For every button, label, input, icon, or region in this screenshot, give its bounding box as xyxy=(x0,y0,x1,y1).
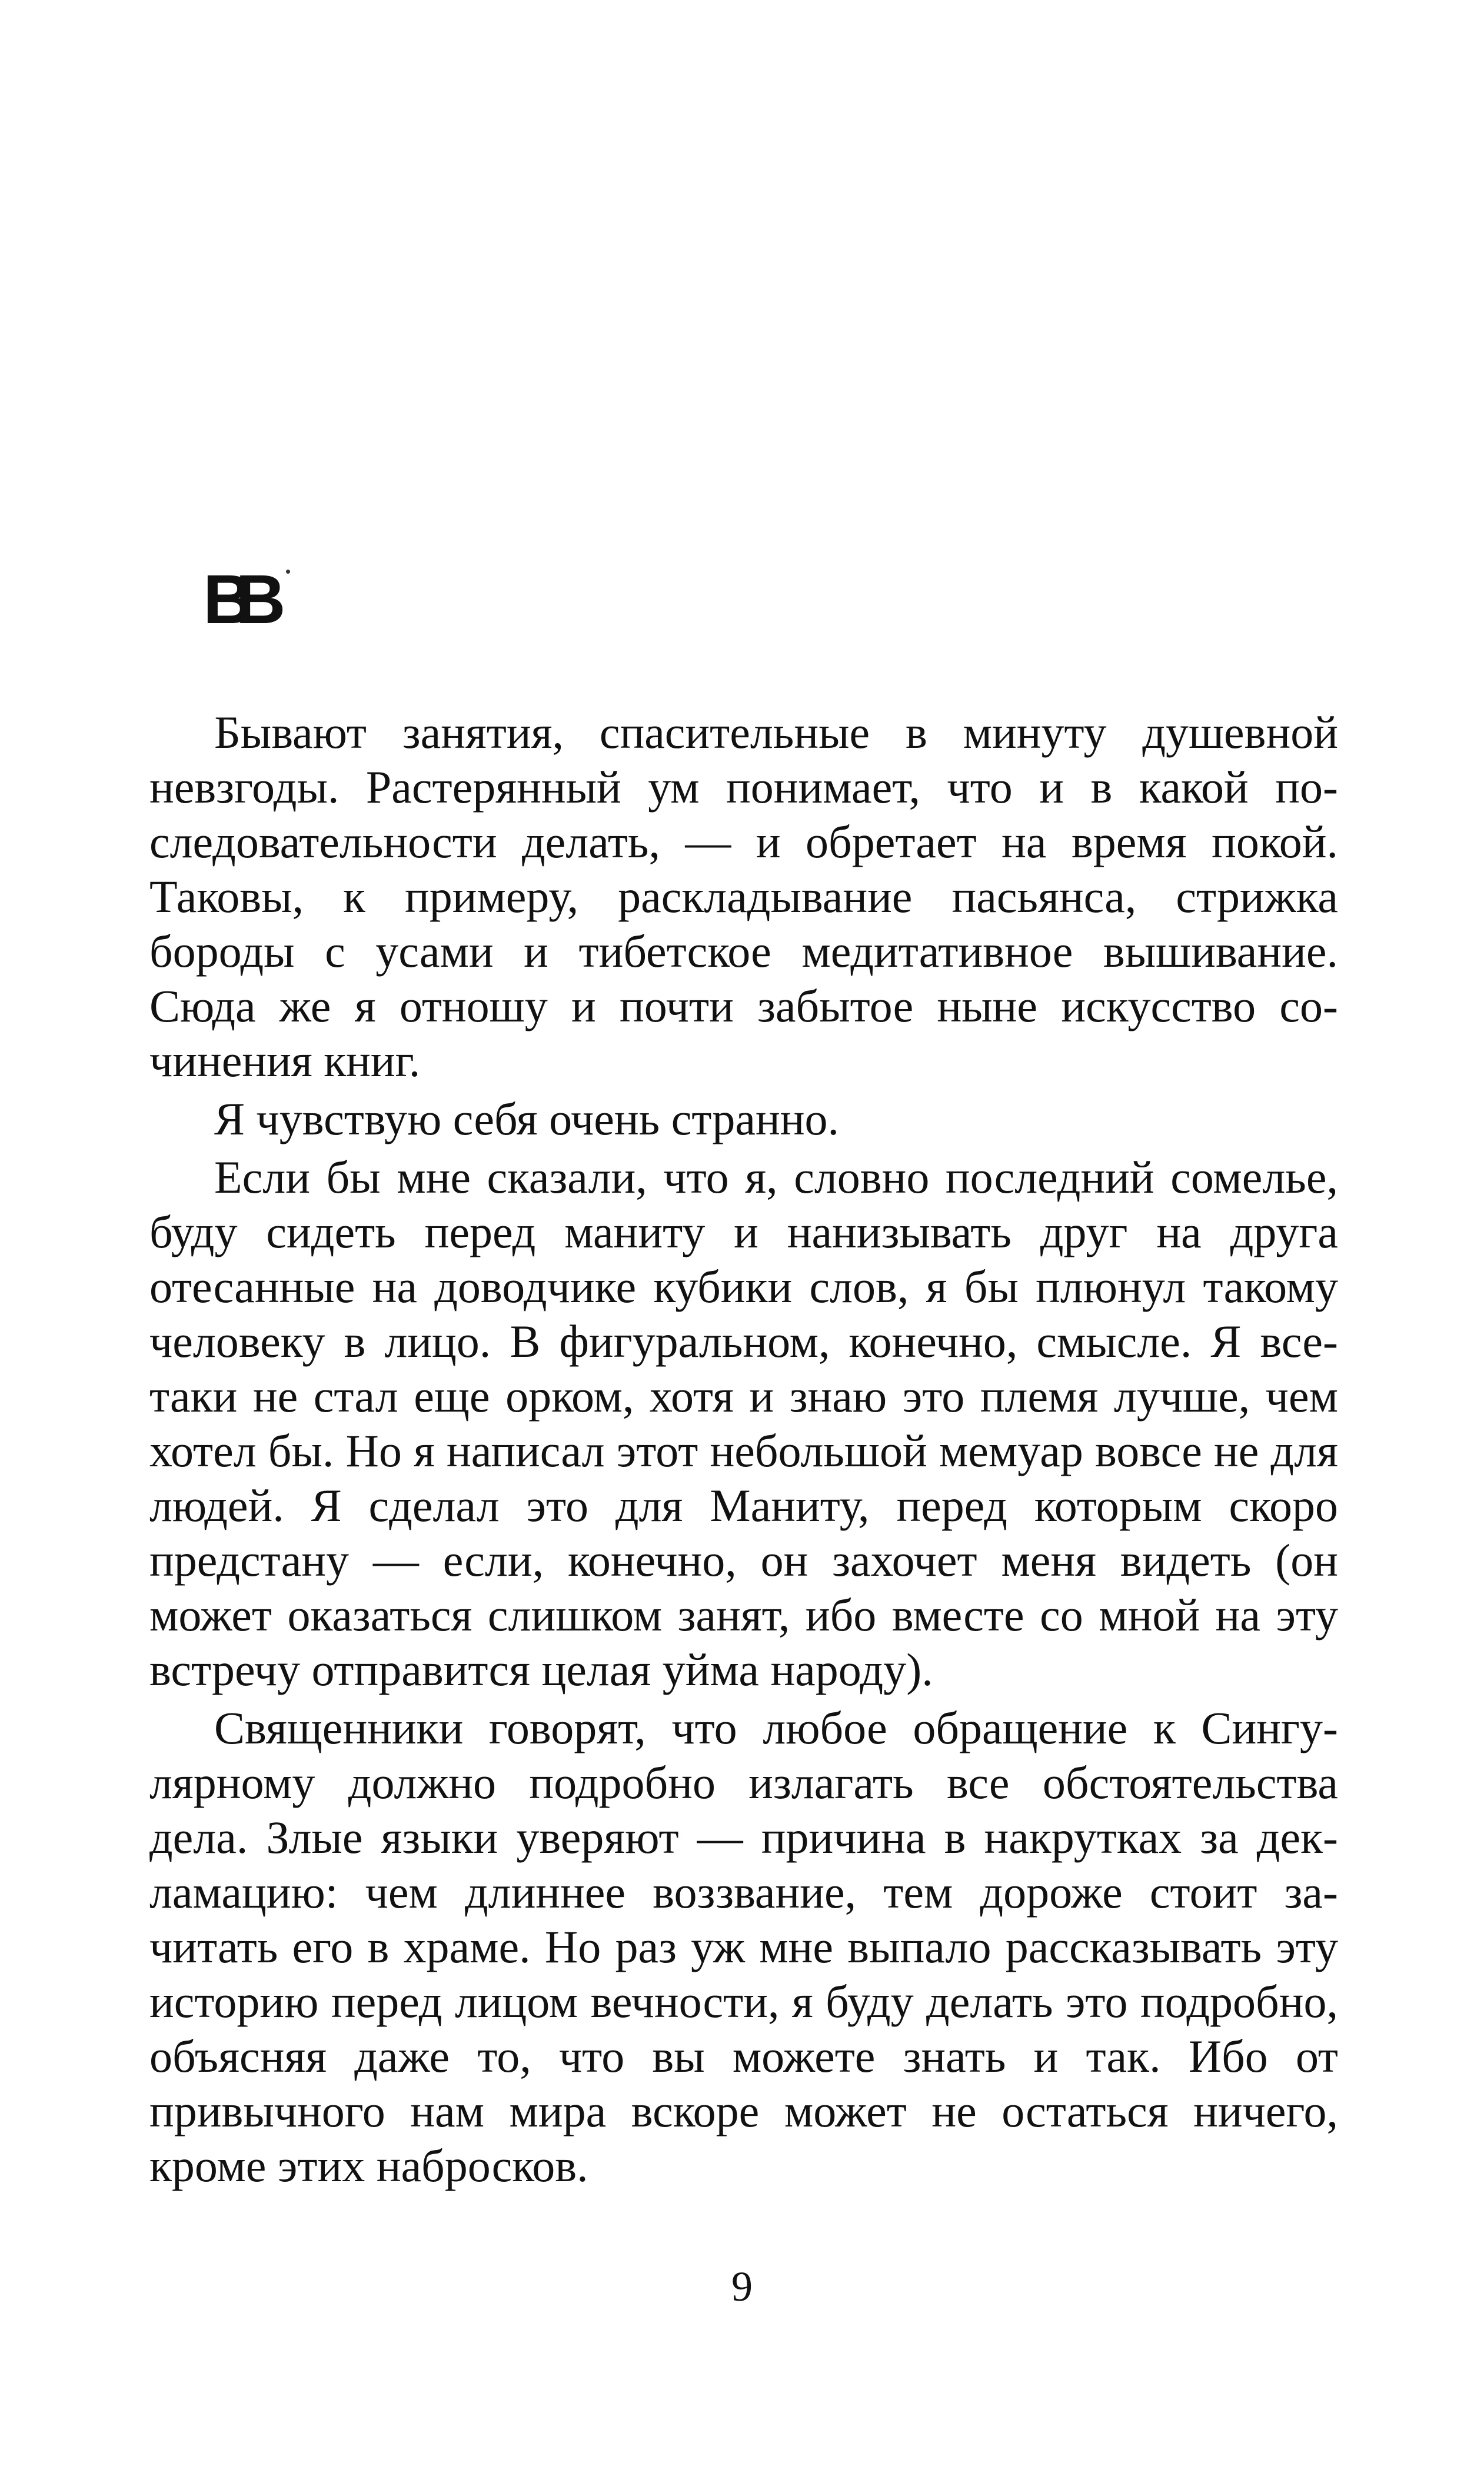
paragraph-1: Бывают занятия, спасительные в минуту душевной невзгоды. Растерянный ум понимает, что и в какой последовательности делать, — и обретает на время покой. Таковы, к примеру, раскладывание пасьянса, стрижка бороды с усами и тибетское медитативное вышивание. Сюда же я отношу и почти забытое ныне искусство сочинения книг. xyxy=(149,707,1338,1086)
section-mark-dot xyxy=(286,570,290,574)
section-mark: ВВ xyxy=(203,561,268,638)
page-number: 9 xyxy=(731,2263,753,2310)
paragraph-3: Если бы мне сказали, что я, словно последний сомелье, буду сидеть перед маниту и нанизывать друг на друга отесанные на доводчике кубики слов, я бы плюнул такому человеку в лицо. В фигуральном, конечно, смысле. Я всетаки не стал еще орком, хотя и знаю это племя лучше, чем хотел бы. Но я написал этот небольшой мемуар вовсе не для людей. Я сделал это для Маниту, перед которым скоро предстану — если, конечно, он захочет меня видеть (он может оказаться слишком занят, ибо вместе со мной на эту встречу отправится целая уйма народу). xyxy=(149,1152,1338,1695)
paragraph-4: Священники говорят, что любое обращение к Сингулярному должно подробно излагать все обстоятельства дела. Злые языки уверяют — причина в накрутках за декламацию: чем длиннее воззвание, тем дороже стоит зачитать его в храме. Но раз уж мне выпало рассказывать эту историю перед лицом вечности, я буду делать это подробно, объясняя даже то, что вы можете знать и так. Ибо от привычного нам мира вскоре может не остаться ничего, кроме этих набросков. xyxy=(149,1702,1338,2191)
body-text xyxy=(149,705,1338,2193)
paragraph-2: Я чувствую себя очень странно. xyxy=(214,1093,839,1144)
